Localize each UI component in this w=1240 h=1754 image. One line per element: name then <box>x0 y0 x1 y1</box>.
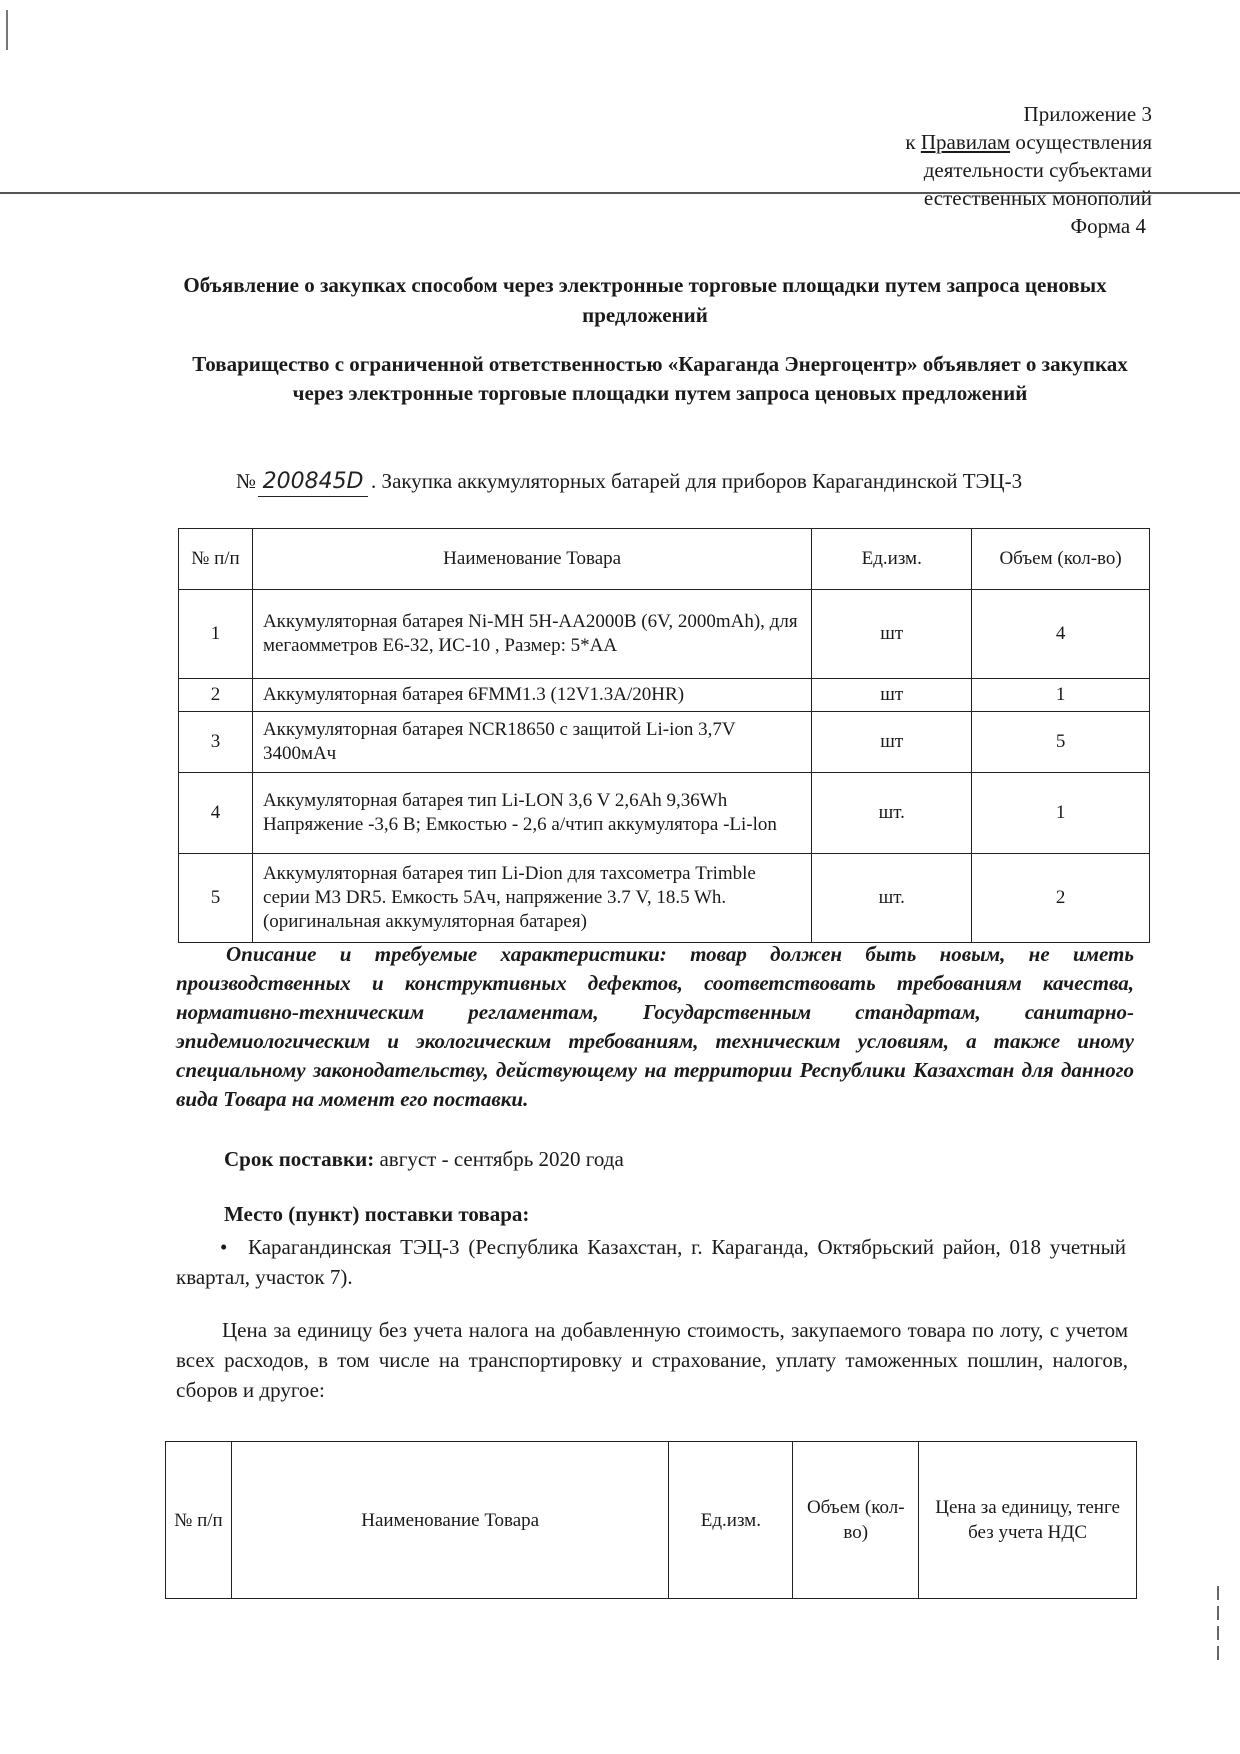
table-row <box>179 854 1150 943</box>
row-qty: 1 <box>972 679 1150 712</box>
price-col-unit: Ед.изм. <box>669 1442 793 1599</box>
bullet-icon: • <box>220 1235 228 1259</box>
price-col-number: № п/п <box>166 1442 232 1599</box>
row-qty: 5 <box>972 712 1150 773</box>
row-unit: шт <box>812 590 972 679</box>
form-number: Форма 4 <box>1070 214 1146 238</box>
rules-link[interactable]: Правилам <box>920 130 1011 154</box>
row-unit: шт <box>812 679 972 712</box>
goods-col-name: Наименование Товара <box>252 529 811 590</box>
price-col-unit-price: Цена за единицу, тенге без учета НДС <box>919 1442 1137 1599</box>
row-qty: 1 <box>972 773 1150 854</box>
row-name: Аккумуляторная батарея Ni-MH 5H-AA2000B (6V, 2000mAh), для мегаомметров Е6-32, ИС-10 , Размер: 5*AA <box>252 590 811 679</box>
row-qty: 4 <box>972 590 1150 679</box>
delivery-place-item <box>176 1232 1126 1292</box>
row-name: Аккумуляторная батарея тип Li-Dion для тахсометра Trimble серии М3 DR5. Емкость 5Ач, напряжение 3.7 V, 18.5 Wh. (оригинальная аккумуляторная батарея) <box>252 854 811 943</box>
scan-edge-mark <box>6 10 8 50</box>
goods-table-header-row <box>179 529 1150 590</box>
table-row <box>179 773 1150 854</box>
row-unit: шт <box>812 712 972 773</box>
delivery-term <box>224 1145 1124 1173</box>
row-name: Аккумуляторная батарея NCR18650 с защитой Li-ion 3,7V 3400мАч <box>252 712 811 773</box>
scan-mark <box>1217 1646 1219 1660</box>
row-number: 4 <box>179 773 253 854</box>
requirements-description: Описание и требуемые характеристики: товар должен быть новым, не иметь производственных и конструктивных дефектов, соответствовать требованиям качества, нормативно-техническим регламентам, Государственным стандартам, санитарно-эпидемиологическим и экологическим требованиям, техническим условиям, а также иному специальному законодательству, действующему на территории Республики Казахстан для данного вида Товара на момент его поставки. <box>176 942 1134 1111</box>
row-name: Аккумуляторная батарея тип Li-LON 3,6 V 2,6Ah 9,36Wh Напряжение -3,6 В; Емкостью - 2,6 а/чтип аккумулятора -Li-lon <box>252 773 811 854</box>
price-table <box>165 1441 1137 1599</box>
appendix-header <box>692 100 1152 240</box>
delivery-place-label: Место (пункт) поставки товара: <box>224 1202 530 1226</box>
organization-statement: Товарищество с ограниченной ответственностью «Караганда Энергоцентр» объявляет о закупках через электронные торговые площадки путем запроса ценовых предложений <box>192 352 1128 405</box>
appendix-line-4: естественных монополий <box>923 186 1152 210</box>
appendix-line-3: деятельности субъектами <box>923 158 1152 182</box>
goods-col-number: № п/п <box>179 529 253 590</box>
lot-line <box>236 467 1156 497</box>
scan-margin-marks <box>1206 1580 1230 1720</box>
appendix-line-2 <box>692 128 1152 156</box>
price-col-name: Наименование Товара <box>231 1442 668 1599</box>
scan-mark <box>1217 1606 1219 1620</box>
scan-mark <box>1217 1626 1219 1640</box>
lot-text: . Закупка аккумуляторных батарей для приборов Карагандинской ТЭЦ-3 <box>371 469 1023 493</box>
goods-table <box>178 528 1150 943</box>
table-row <box>179 712 1150 773</box>
price-table-header-row <box>166 1442 1137 1599</box>
row-number: 1 <box>179 590 253 679</box>
row-number: 5 <box>179 854 253 943</box>
delivery-place-text: Карагандинская ТЭЦ-3 (Республика Казахстан, г. Караганда, Октябрьский район, 018 учетный квартал, участок 7). <box>176 1235 1126 1289</box>
price-col-qty: Объем (кол-во) <box>793 1442 919 1599</box>
announcement-title: Объявление о закупках способом через электронные торговые площадки путем запроса ценовых предложений <box>183 273 1107 327</box>
row-unit: шт. <box>812 773 972 854</box>
lot-prefix: № <box>236 469 257 493</box>
table-row <box>179 590 1150 679</box>
row-number: 2 <box>179 679 253 712</box>
lot-number: 200845D <box>258 468 368 497</box>
appendix-suffix: осуществления <box>1010 130 1152 154</box>
scan-mark <box>1217 1586 1219 1600</box>
table-row <box>179 679 1150 712</box>
delivery-term-label: Срок поставки: <box>224 1147 375 1171</box>
goods-col-qty: Объем (кол-во) <box>972 529 1150 590</box>
row-name: Аккумуляторная батарея 6FMM1.3 (12V1.3A/20HR) <box>252 679 811 712</box>
row-number: 3 <box>179 712 253 773</box>
appendix-prefix: к <box>905 130 921 154</box>
goods-col-unit: Ед.изм. <box>812 529 972 590</box>
row-qty: 2 <box>972 854 1150 943</box>
delivery-term-value: август - сентябрь 2020 года <box>374 1147 624 1171</box>
row-unit: шт. <box>812 854 972 943</box>
price-description: Цена за единицу без учета налога на добавленную стоимость, закупаемого товара по лоту, с учетом всех расходов, в том числе на транспортировку и страхование, уплату таможенных пошлин, налогов, сборов и другое: <box>176 1318 1128 1402</box>
appendix-line-1: Приложение 3 <box>1023 102 1152 126</box>
